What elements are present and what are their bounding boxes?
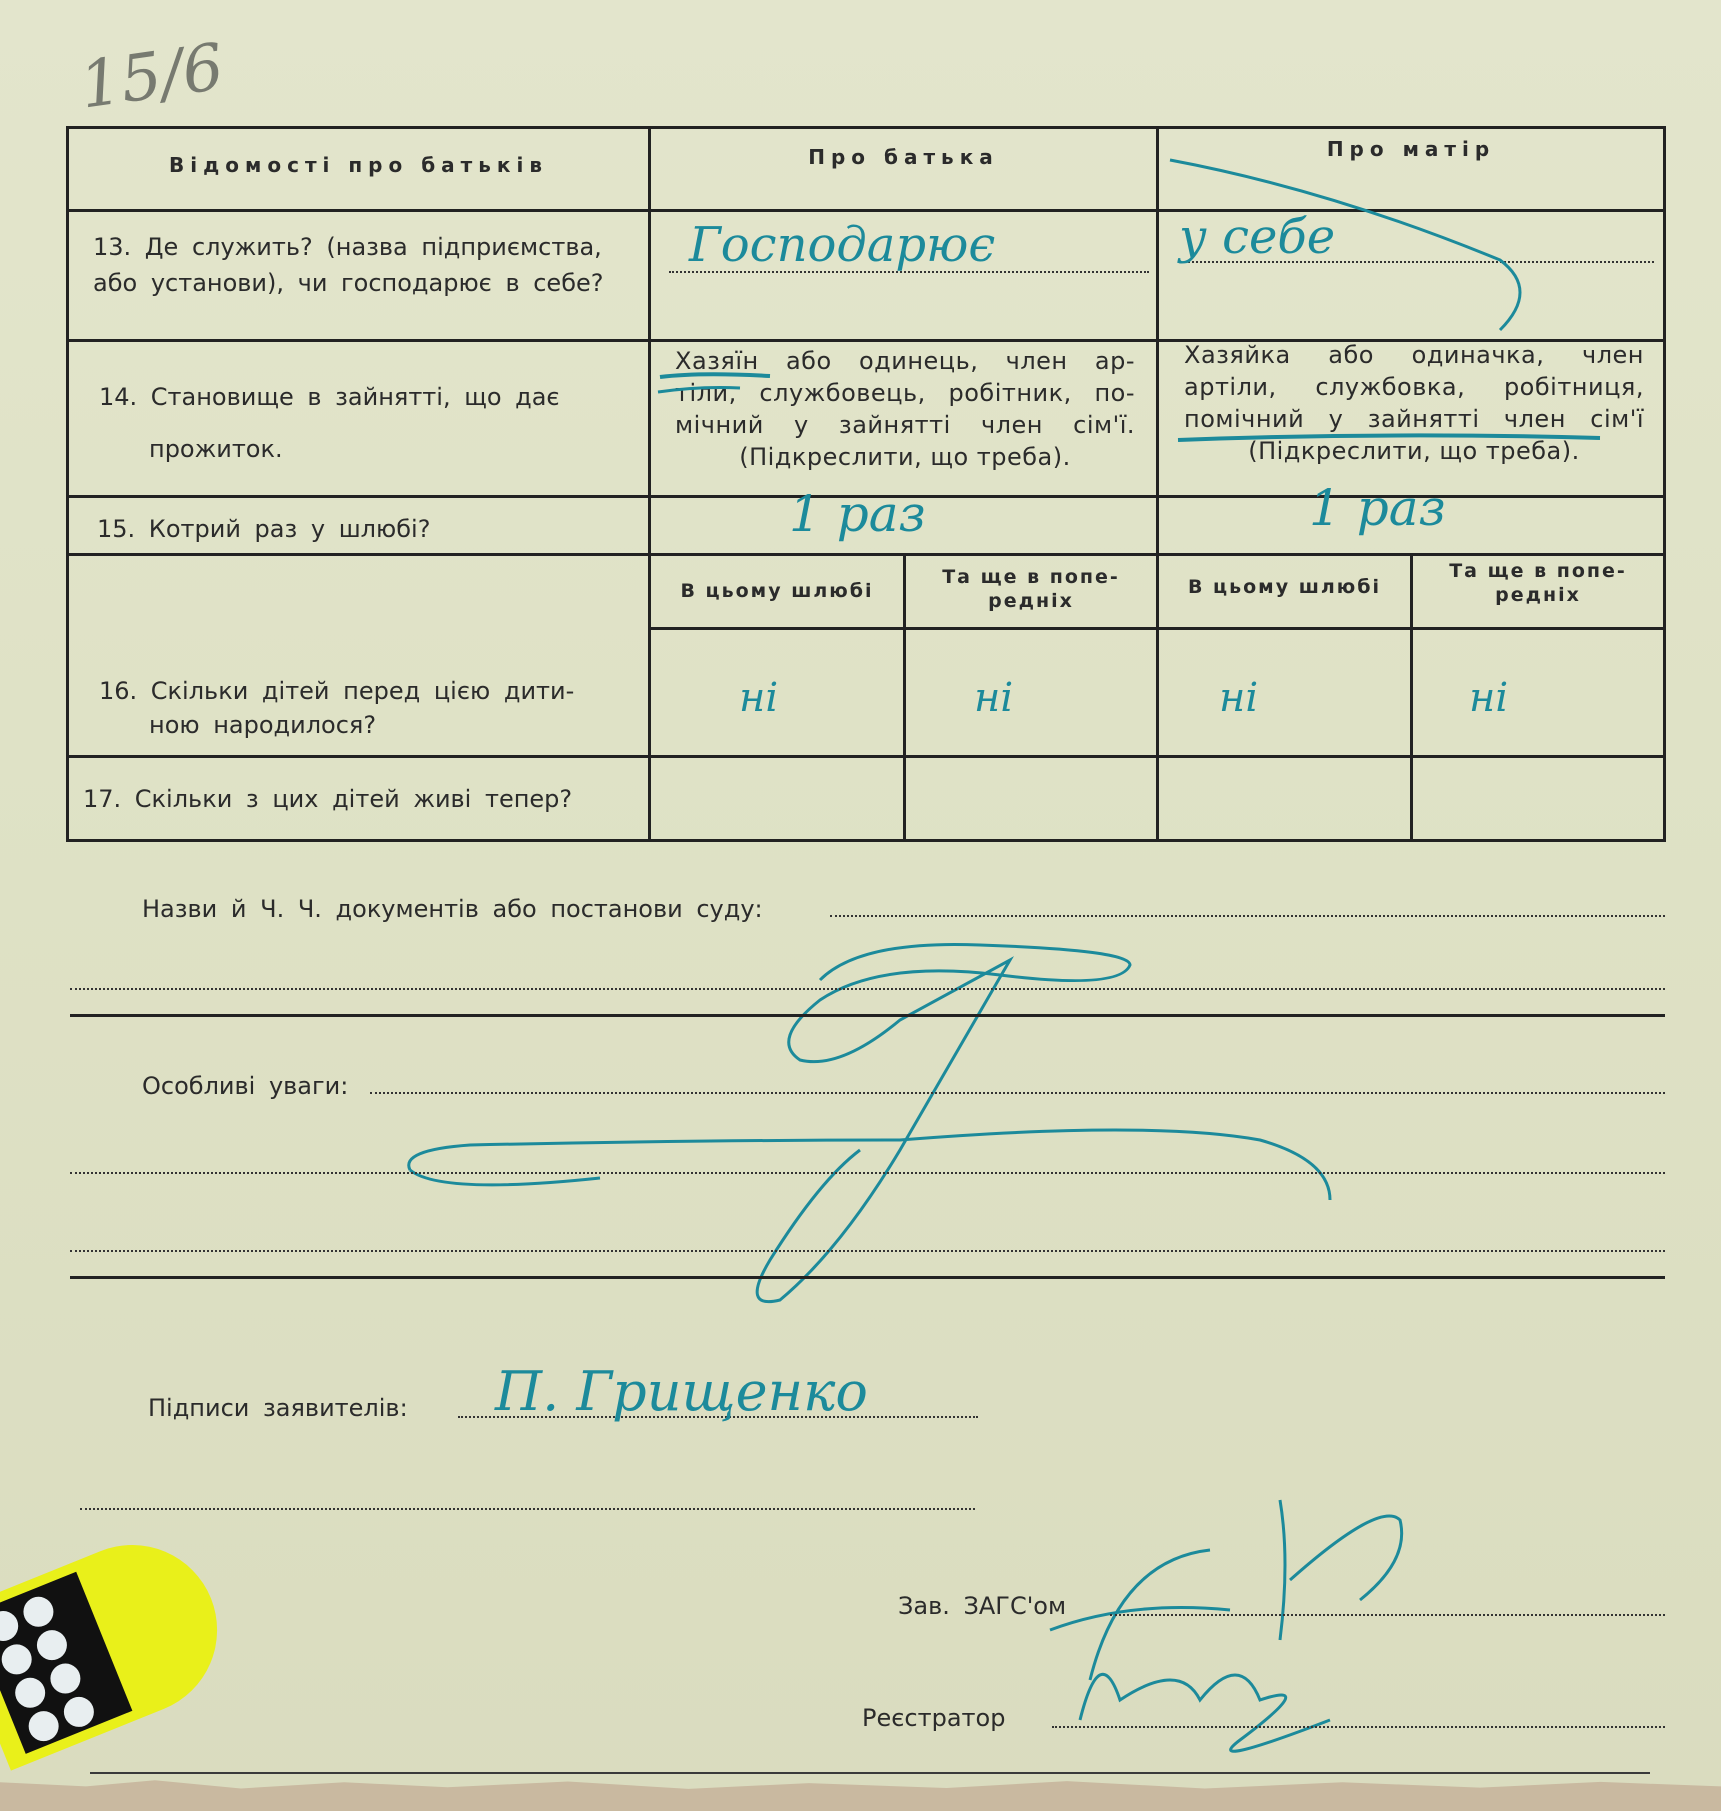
remarks-line-3 [70,1250,1665,1252]
children-value-handwritten: ні [1469,675,1509,721]
question-17: 17. Скільки з цих дітей живі тепер? [83,785,573,813]
documents-line [830,915,1665,917]
header-parents-info: Відомості про батьків [169,153,548,177]
marker-dot [24,1707,63,1746]
father-marriage-count-handwritten: 1 раз [789,485,926,543]
remarks-line-2 [70,1172,1665,1174]
children-value-handwritten: ні [974,675,1014,721]
father-option-line: (Підкреслити, що треба). [739,443,1071,471]
header-father: Про батька [808,145,999,169]
question-16-line1: 16. Скільки дітей перед цією дити- [99,677,575,705]
section-rule [70,1014,1665,1017]
question-15: 15. Котрий раз у шлюбі? [97,515,431,543]
question-14-line1: 14. Становище в зайнятті, що дає [99,383,560,411]
marker-dot [11,1673,50,1712]
father-option-line: мічний у зайнятті член сім'ї. [675,411,1135,439]
mother-option-line: Хазяйка або одиначка, член [1184,341,1644,369]
father-option-line: Хазяїн або одинець, член ар- [675,347,1135,375]
question-14-line2: прожиток. [149,435,283,463]
mother-option-line: артіли, службовка, робітниця, [1184,373,1644,401]
header-mother: Про матір [1326,137,1496,161]
mother-option-line: помічний у зайнятті член сім'ї [1184,405,1644,433]
mother-marriage-count-handwritten: 1 раз [1309,479,1446,537]
registrar-line [1052,1726,1665,1728]
zags-head-line [1110,1614,1665,1616]
registrar-label: Реєстратор [862,1704,1006,1732]
subheader-line: Та ще в попе- [1449,560,1627,582]
marker-dot [0,1640,36,1679]
subheader-line: Та ще в попе- [942,566,1120,588]
marker-dot [0,1606,23,1645]
marker-dot [32,1626,71,1665]
corner-note: 15/6 [75,30,229,124]
section-rule [70,1276,1665,1279]
marker-dot [19,1592,58,1631]
children-value-handwritten: ні [739,675,779,721]
children-value-handwritten: ні [1219,675,1259,721]
father-occupation-handwritten: Господарює [689,217,996,273]
applicant-signature-handwritten: П. Грищенко [495,1360,868,1423]
zags-head-label: Зав. ЗАГС'ом [898,1592,1067,1620]
subheader-line: редніх [1495,584,1581,606]
subheader-line: редніх [988,590,1074,612]
subheader-current-marriage-father: В цьому шлюбі [680,580,874,602]
applicant-signature-line-2 [80,1508,975,1510]
applicants-signature-label: Підписи заявителів: [148,1394,408,1422]
question-16-line2: ною народилося? [149,711,377,739]
mother-occupation-handwritten: у себе [1179,209,1336,265]
remarks-label: Особливі уваги: [142,1072,349,1100]
marker-pattern [0,1572,132,1754]
subheader-current-marriage-mother: В цьому шлюбі [1187,576,1382,598]
father-option-line: тіли, службовець, робітник, по- [675,379,1135,407]
documents-line-2 [70,988,1665,990]
remarks-line [370,1092,1665,1094]
mother-option-line: (Підкреслити, що треба). [1248,437,1580,465]
marker-dot [59,1692,98,1731]
marker-dot [46,1659,85,1698]
documents-label: Назви й Ч. Ч. документів або постанови суду: [142,895,763,923]
question-13: 13. Де служить? (назва підприємства, або установи), чи господарює в себе? [93,233,604,297]
